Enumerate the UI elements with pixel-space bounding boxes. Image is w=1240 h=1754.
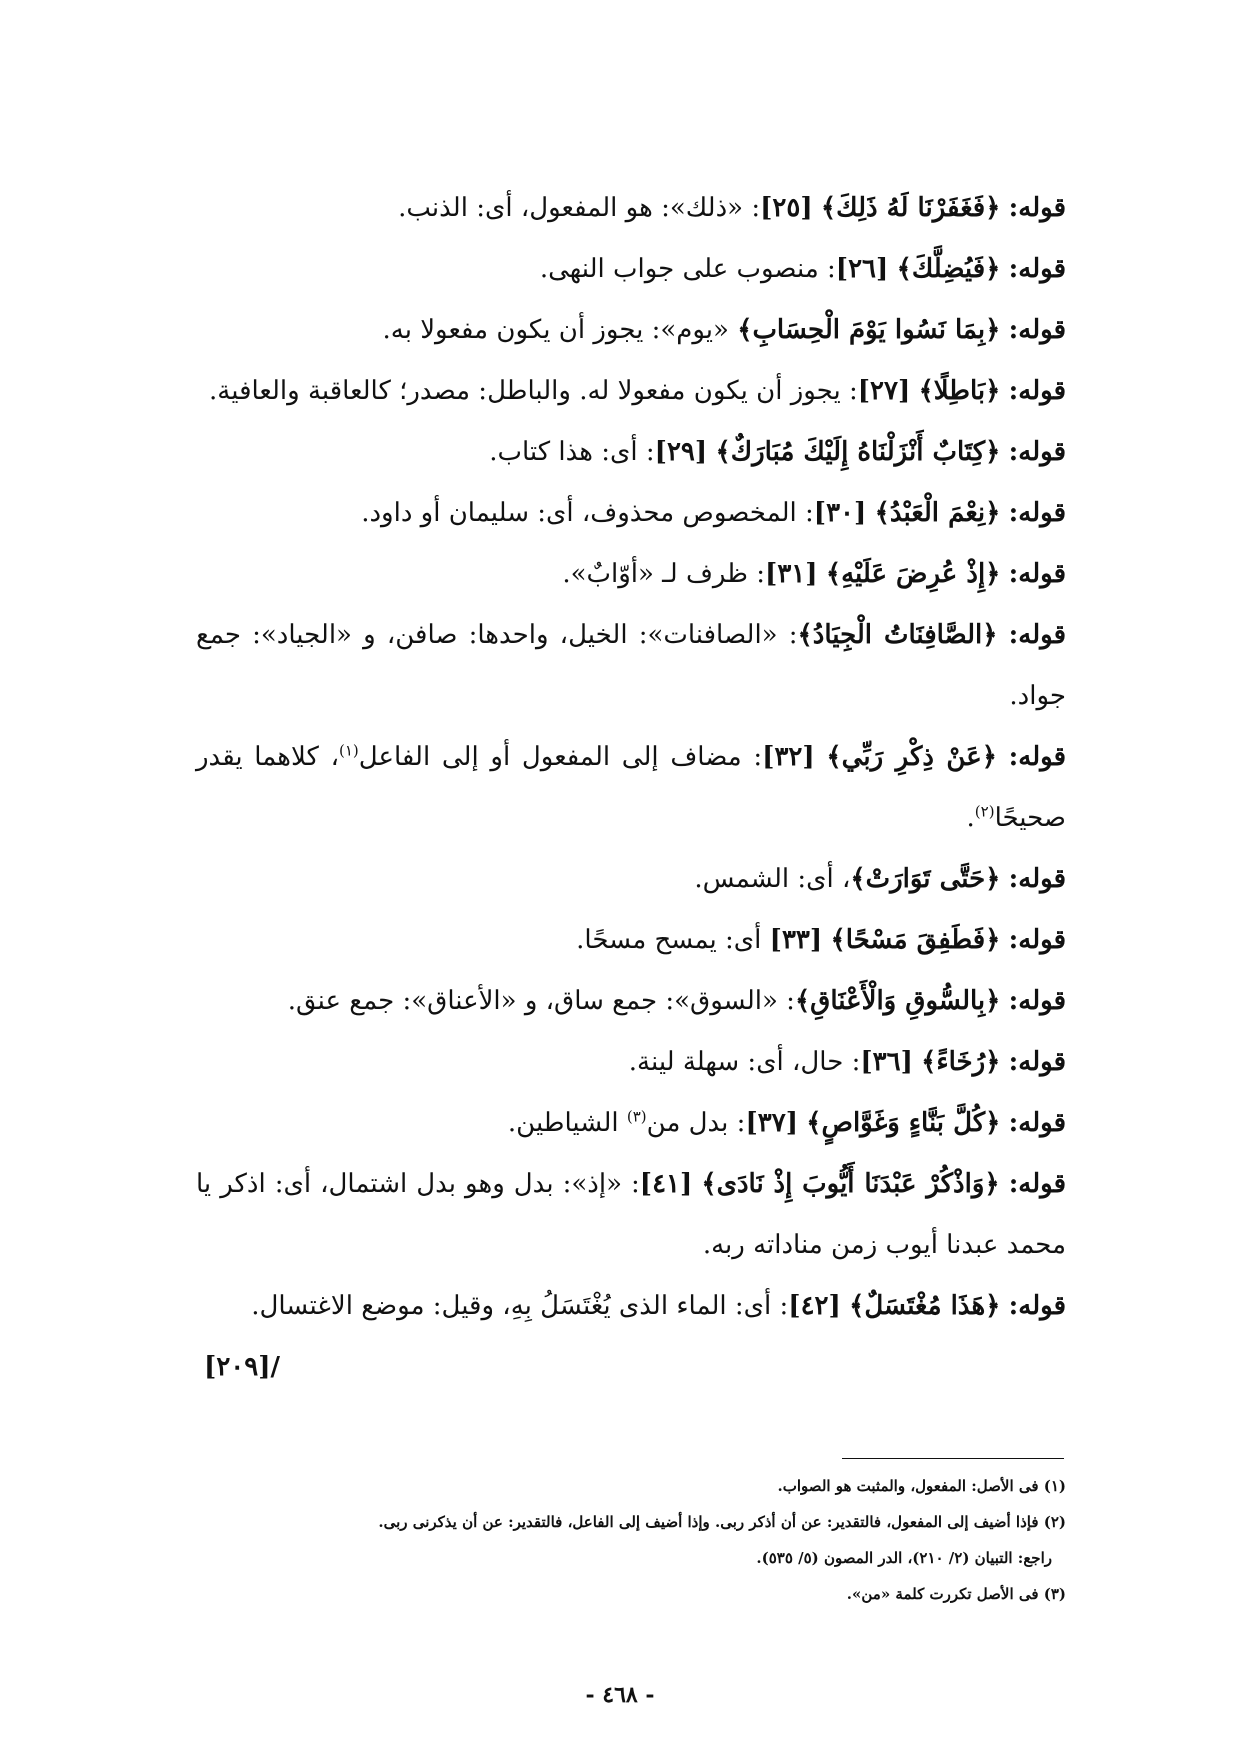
quran-verse: ﴿بِمَا نَسُوا يَوْمَ الْحِسَابِ﴾ [737,315,1001,345]
entry-text: : «السوق»: جمع ساق، و «الأعناق»: جمع عنق. [287,986,795,1016]
quran-verse: ﴿إِذْ عُرِضَ عَلَيْهِ﴾ [825,559,1001,589]
entry-lead: قوله: [1008,1047,1066,1077]
quran-verse: ﴿فَيُضِلَّكَ﴾ [896,254,1001,284]
entry-lead: قوله: [1008,986,1066,1016]
verse-ref: [٢٦] [835,254,889,284]
verse-ref: [٣٦] [860,1047,913,1077]
footnote-2-source: راجع: التبيان (٢/ ٢١٠)، الدر المصون (٥/ ٥٣٥). [756,1549,1052,1567]
quran-verse: ﴿فَغَفَرْنَا لَهُ ذَلِكَ﴾ [820,193,1001,223]
entry-lead: قوله: [1008,620,1066,650]
quran-verse: ﴿بَاطِلًا﴾ [918,376,1001,406]
entry-10 [196,849,1066,910]
footnote-ref-2[interactable]: (٢) [974,802,995,821]
entry-12 [196,971,1066,1032]
footnote-3: (٣) فى الأصل تكررت كلمة «من». [846,1585,1066,1603]
verse-ref: [٢٧] [857,376,911,406]
entry-13 [196,1032,1066,1093]
entry-text: ، أى: الشمس. [694,864,851,894]
entry-text: : أى: هذا كتاب. [489,437,655,467]
quran-verse: ﴿حَتَّى تَوَارَتْ﴾ [850,864,1001,894]
entry-text: أى: يمسح مسحًا. [576,925,770,955]
footnote-ref-3[interactable]: (٣) [626,1107,647,1126]
entry-16 [196,1276,1066,1337]
entry-lead: قوله: [1008,864,1066,894]
entry-lead: قوله: [1008,193,1066,223]
entry-text-end: . [966,803,975,833]
footnote-divider [842,1458,1064,1459]
entry-lead: قوله: [1008,1108,1066,1138]
entry-8 [196,605,1066,727]
entry-6 [196,483,1066,544]
entry-lead: قوله: [1008,376,1066,406]
quran-verse: ﴿رُخَاءً﴾ [921,1047,1001,1077]
entry-14 [196,1093,1066,1154]
entry-2 [196,239,1066,300]
entry-text: : يجوز أن يكون مفعولا له. والباطل: مصدر؛ كالعاقبة والعافية. [209,376,858,406]
quran-verse: ﴿عَنْ ذِكْرِ رَبِّي﴾ [826,742,997,772]
entry-7 [196,544,1066,605]
entry-text: : ظرف لـ «أوّابٌ». [562,559,765,589]
verse-ref: [٤١] [639,1169,693,1199]
footnote-2: (٢) فإذا أضيف إلى المفعول، فالتقدير: عن أن أذكر ربى. وإذا أضيف إلى الفاعل، فالتقدير: عن أن يذكرنى ربى. [378,1513,1066,1531]
page-number: - ٤٦٨ - [585,1682,655,1708]
footnote-ref-1[interactable]: (١) [338,741,359,760]
quran-verse: ﴿كُلَّ بَنَّاءٍ وَغَوَّاصٍ﴾ [806,1108,1001,1138]
folio-marker: [٢٠٩]/ [204,1352,281,1382]
entry-text: : «إذ»: بدل وهو بدل اشتمال، أى: اذكر يا محمد عبدنا أيوب زمن مناداته ربه. [196,1169,1066,1260]
entry-11 [196,910,1066,971]
footnote-1: (١) فى الأصل: المفعول، والمثبت هو الصواب. [777,1477,1066,1495]
quran-verse: ﴿نِعْمَ الْعَبْدُ﴾ [874,498,1001,528]
quran-verse: ﴿كِتَابٌ أَنْزَلْنَاهُ إِلَيْكَ مُبَارَكٌ﴾ [715,437,1001,467]
entry-lead: قوله: [1008,1169,1067,1199]
verse-ref: [٢٩] [654,437,708,467]
verse-ref: [٣٣] [769,925,823,955]
entry-text: : «ذلك»: هو المفعول، أى: الذنب. [398,193,761,223]
entry-text-cont: الشياطين. [507,1108,627,1138]
entry-text: : مضاف إلى المفعول أو إلى الفاعل [358,742,763,772]
quran-verse: ﴿هَذَا مُغْتَسَلٌ﴾ [849,1291,1001,1321]
entry-text-cont: ، كلاهما يقدر صحيحًا [196,742,1066,833]
entry-lead: قوله: [1008,315,1066,345]
entry-text: : «الصافنات»: الخيل، واحدها: صافن، و «الجياد»: جمع جواد. [196,620,1066,711]
quran-verse: ﴿وَاذْكُرْ عَبْدَنَا أَيُّوبَ إِذْ نَادَى﴾ [701,1169,1000,1199]
entry-lead: قوله: [1008,1291,1066,1321]
verse-ref: [٢٥] [760,193,813,223]
verse-ref: [٤٢] [788,1291,841,1321]
quran-verse: ﴿بِالسُّوقِ وَالْأَعْنَاقِ﴾ [794,986,1001,1016]
entry-text: : المخصوص محذوف، أى: سليمان أو داود. [361,498,814,528]
entry-text: : حال، أى: سهلة لينة. [628,1047,861,1077]
verse-ref: [٣٠] [813,498,867,528]
quran-verse: ﴿الصَّافِنَاتُ الْجِيَادُ﴾ [797,620,998,650]
entry-lead: قوله: [1008,559,1066,589]
quran-verse: ﴿فَطَفِقَ مَسْحًا﴾ [830,925,1001,955]
entry-lead: قوله: [1008,742,1066,772]
verse-ref: [٣٢] [762,742,815,772]
main-text [196,178,1066,1398]
verse-ref: [٣٧] [745,1108,799,1138]
entry-text: : منصوب على جواب النهى. [539,254,836,284]
entry-lead: قوله: [1008,925,1066,955]
entry-3 [196,300,1066,361]
entry-text: «يوم»: يجوز أن يكون مفعولا به. [382,315,738,345]
verse-ref: [٣١] [765,559,818,589]
entry-lead: قوله: [1008,437,1066,467]
entry-text: : أى: الماء الذى يُغْتَسَلُ بِهِ، وقيل: موضع الاغتسال. [251,1291,789,1321]
footnotes [196,1468,1066,1612]
entry-5 [196,422,1066,483]
entry-15 [196,1154,1066,1276]
entry-4 [196,361,1066,422]
entry-lead: قوله: [1008,498,1066,528]
entry-1 [196,178,1066,239]
entry-9 [196,727,1066,849]
entry-text: : بدل من [646,1108,746,1138]
entry-lead: قوله: [1008,254,1066,284]
